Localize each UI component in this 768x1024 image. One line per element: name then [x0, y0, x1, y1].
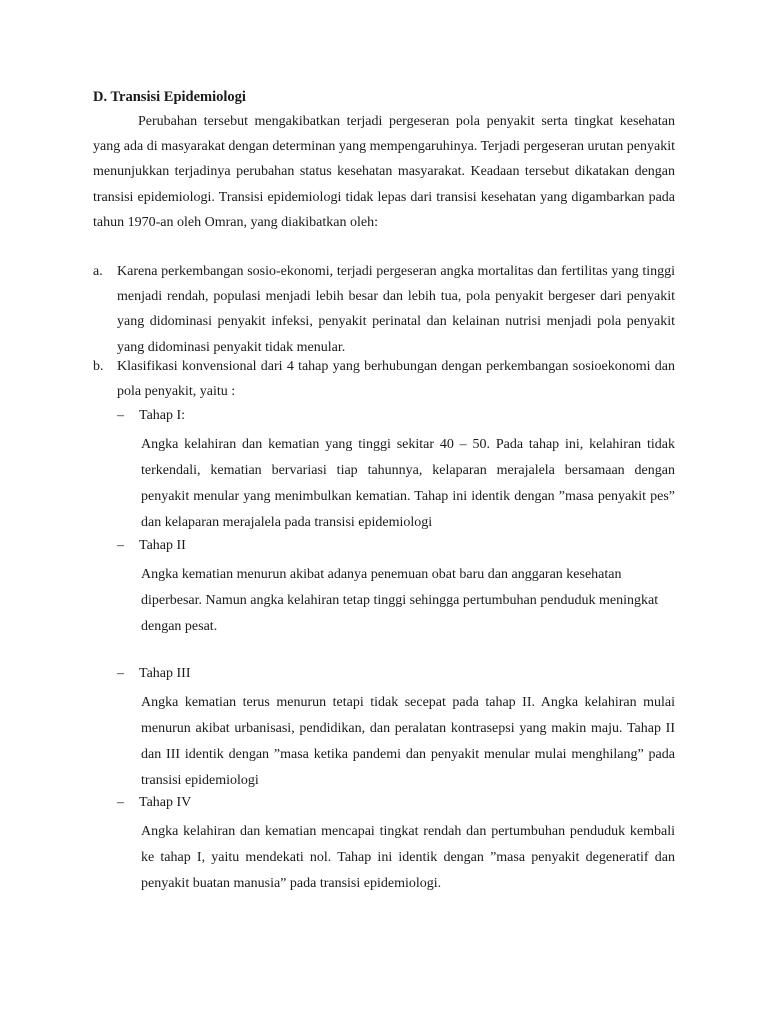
stage-4-title: Tahap IV	[139, 795, 192, 810]
stage-2-title: Tahap II	[139, 538, 186, 553]
list-item-a-text: Karena perkembangan sosio-ekonomi, terjadi pergeseran angka mortalitas dan fertilitas yang tinggi menjadi rendah, populasi menjadi lebih besar dan lebih tua, pola penyakit bergeser dari penyakit yang didominasi penyakit infeksi, penyakit perinatal dan kelainan nutrisi menjadi pola penyakit yang didominasi penyakit tidak menular.	[117, 264, 675, 355]
stage-4-text: Angka kelahiran dan kematian mencapai tingkat rendah dan pertumbuhan penduduk kembali ke tahap I, yaitu mendekati nol. Tahap ini identik dengan ”masa penyakit degeneratif dan penyakit buatan manusia” pada transisi epidemiologi.	[141, 824, 675, 891]
stage-4-dash: –	[117, 795, 124, 810]
list-item-a	[93, 259, 675, 360]
stage-2-dash: –	[117, 538, 124, 553]
list-marker-b: b.	[93, 359, 104, 374]
stage-3-dash: –	[117, 666, 124, 681]
intro-text: Perubahan tersebut mengakibatkan terjadi pergeseran pola penyakit serta tingkat kesehatan yang ada di masyarakat dengan determinan yang mempengaruhinya. Terjadi pergeseran urutan penyakit menunjukkan terjadinya perubahan status kesehatan masyarakat. Keadaan tersebut dikatakan dengan transisi epidemiologi. Transisi epidemiologi tidak lepas dari transisi kesehatan yang digambarkan pada tahun 1970-an oleh Omran, yang diakibatkan oleh:	[93, 114, 675, 230]
list-marker-a: a.	[93, 264, 103, 279]
stage-1-text: Angka kelahiran dan kematian yang tinggi sekitar 40 – 50. Pada tahap ini, kelahiran tidak terkendali, kematian bervariasi tiap tahunnya, kelaparan merajalela bersamaan dengan penyakit menular yang menimbulkan kematian. Tahap ini identik dengan ”masa penyakit pes” dan kelaparan merajalela pada transisi epidemiologi	[141, 437, 675, 530]
list-item-b-text: Klasifikasi konvensional dari 4 tahap yang berhubungan dengan perkembangan sosioekonomi dan pola penyakit, yaitu :	[117, 359, 675, 400]
stage-1-dash: –	[117, 408, 124, 423]
stage-3-text: Angka kematian terus menurun tetapi tidak secepat pada tahap II. Angka kelahiran mulai menurun akibat urbanisasi, pendidikan, dan peralatan kontrasepsi yang makin maju. Tahap II dan III identik dengan ”masa ketika pandemi dan penyakit menular mulai menghilang” pada transisi epidemiologi	[141, 695, 675, 788]
intro-paragraph	[93, 109, 675, 235]
stage-2-text: Angka kematian menurun akibat adanya penemuan obat baru dan anggaran kesehatan diperbesar. Namun angka kelahiran tetap tinggi sehingga pertumbuhan penduduk meningkat dengan pesat.	[141, 567, 659, 634]
section-heading: D. Transisi Epidemiologi	[93, 89, 246, 105]
stage-1-title: Tahap I:	[139, 408, 186, 423]
list-item-b	[93, 354, 675, 404]
stage-3-title: Tahap III	[139, 666, 191, 681]
